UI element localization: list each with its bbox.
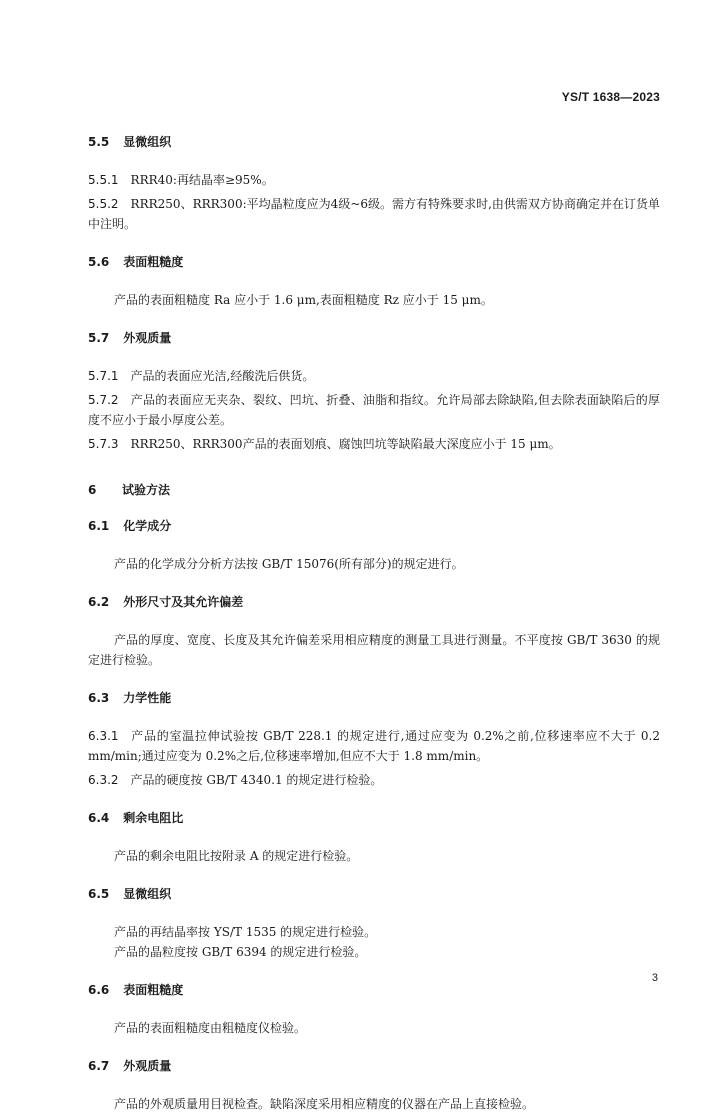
heading-title: 外观质量 — [123, 331, 172, 345]
heading-number: 6.5 — [88, 887, 110, 901]
clause-5-7-3 — [88, 434, 660, 454]
paragraph-6-5-grain-size: 产品的晶粒度按 GB/T 6394 的规定进行检验。 — [114, 945, 367, 959]
heading-5-6 — [88, 254, 660, 270]
heading-6-6 — [88, 982, 660, 998]
clause-text: RRR40:再结晶率≥95%。 — [130, 173, 274, 187]
clause-5-5-1 — [88, 170, 660, 190]
heading-number: 6.6 — [88, 983, 110, 997]
heading-6-4 — [88, 810, 660, 826]
heading-title: 表面粗糙度 — [123, 255, 184, 269]
paragraph-6-7: 产品的外观质量用目视检查。缺陷深度采用相应精度的仪器在产品上直接检验。 — [114, 1097, 535, 1111]
paragraph-6-4: 产品的剩余电阻比按附录 A 的规定进行检验。 — [114, 849, 359, 863]
clause-text: 产品的表面应光洁,经酸洗后供货。 — [130, 369, 315, 383]
clause-5-5-2 — [88, 194, 660, 234]
clause-number: 5.5.1 — [88, 173, 119, 187]
heading-5-5 — [88, 134, 660, 150]
heading-number: 5.6 — [88, 255, 110, 269]
document-body — [88, 134, 660, 1114]
clause-text: 产品的表面应无夹杂、裂纹、凹坑、折叠、油脂和指纹。允许局部去除缺陷,但去除表面缺陷后的厚度不应小于最小厚度公差。 — [88, 393, 660, 427]
clause-number: 5.7.3 — [88, 437, 119, 451]
clause-number: 5.7.2 — [88, 393, 119, 407]
clause-5-7-2 — [88, 390, 660, 430]
clause-number: 5.7.1 — [88, 369, 119, 383]
heading-title: 试验方法 — [122, 483, 171, 497]
heading-number: 6.1 — [88, 519, 110, 533]
clause-text: RRR250、RRR300产品的表面划痕、腐蚀凹坑等缺陷最大深度应小于 15 μm。 — [130, 437, 561, 451]
heading-6-2 — [88, 594, 660, 610]
heading-6-7 — [88, 1058, 660, 1074]
paragraph-5-6: 产品的表面粗糙度 Ra 应小于 1.6 μm,表面粗糙度 Rz 应小于 15 μm。 — [114, 293, 493, 307]
heading-title: 显微组织 — [123, 135, 172, 149]
heading-6-1 — [88, 518, 660, 534]
clause-number: 5.5.2 — [88, 197, 119, 211]
clause-6-3-1 — [88, 726, 660, 766]
heading-title: 剩余电阻比 — [123, 811, 184, 825]
heading-title: 表面粗糙度 — [123, 983, 184, 997]
clause-5-7-1 — [88, 366, 660, 386]
paragraph-6-6: 产品的表面粗糙度由粗糙度仪检验。 — [114, 1021, 307, 1035]
standard-code: YS/T 1638—2023 — [561, 90, 660, 104]
clause-text: 产品的硬度按 GB/T 4340.1 的规定进行检验。 — [130, 773, 383, 787]
clause-6-3-2 — [88, 770, 660, 790]
page-number: 3 — [651, 972, 658, 984]
heading-6 — [88, 482, 660, 498]
heading-title: 外形尺寸及其允许偏差 — [123, 595, 244, 609]
heading-title: 显微组织 — [123, 887, 172, 901]
heading-title: 外观质量 — [123, 1059, 172, 1073]
heading-number: 5.7 — [88, 331, 110, 345]
paragraph-6-1: 产品的化学成分分析方法按 GB/T 15076(所有部分)的规定进行。 — [114, 557, 464, 571]
heading-number: 6 — [88, 483, 97, 497]
clause-text: 产品的室温拉伸试验按 GB/T 228.1 的规定进行,通过应变为 0.2%之前,位移速率应不大于 0.2 mm/min;通过应变为 0.2%之后,位移速率增加,但应不大于 1.8 mm/min。 — [88, 729, 660, 763]
paragraph-6-5-recrystallization: 产品的再结晶率按 YS/T 1535 的规定进行检验。 — [114, 925, 377, 939]
heading-6-3 — [88, 690, 660, 706]
heading-number: 6.7 — [88, 1059, 110, 1073]
heading-6-5 — [88, 886, 660, 902]
heading-number: 6.4 — [88, 811, 110, 825]
clause-number: 6.3.1 — [88, 729, 119, 743]
heading-number: 5.5 — [88, 135, 110, 149]
heading-number: 6.3 — [88, 691, 110, 705]
clause-number: 6.3.2 — [88, 773, 119, 787]
heading-number: 6.2 — [88, 595, 110, 609]
heading-5-7 — [88, 330, 660, 346]
paragraph-6-2: 产品的厚度、宽度、长度及其允许偏差采用相应精度的测量工具进行测量。不平度按 GB/T 3630 的规定进行检验。 — [88, 633, 660, 667]
heading-title: 化学成分 — [123, 519, 172, 533]
heading-title: 力学性能 — [123, 691, 172, 705]
clause-text: RRR250、RRR300:平均晶粒度应为4级~6级。需方有特殊要求时,由供需双方协商确定并在订货单中注明。 — [88, 197, 660, 231]
